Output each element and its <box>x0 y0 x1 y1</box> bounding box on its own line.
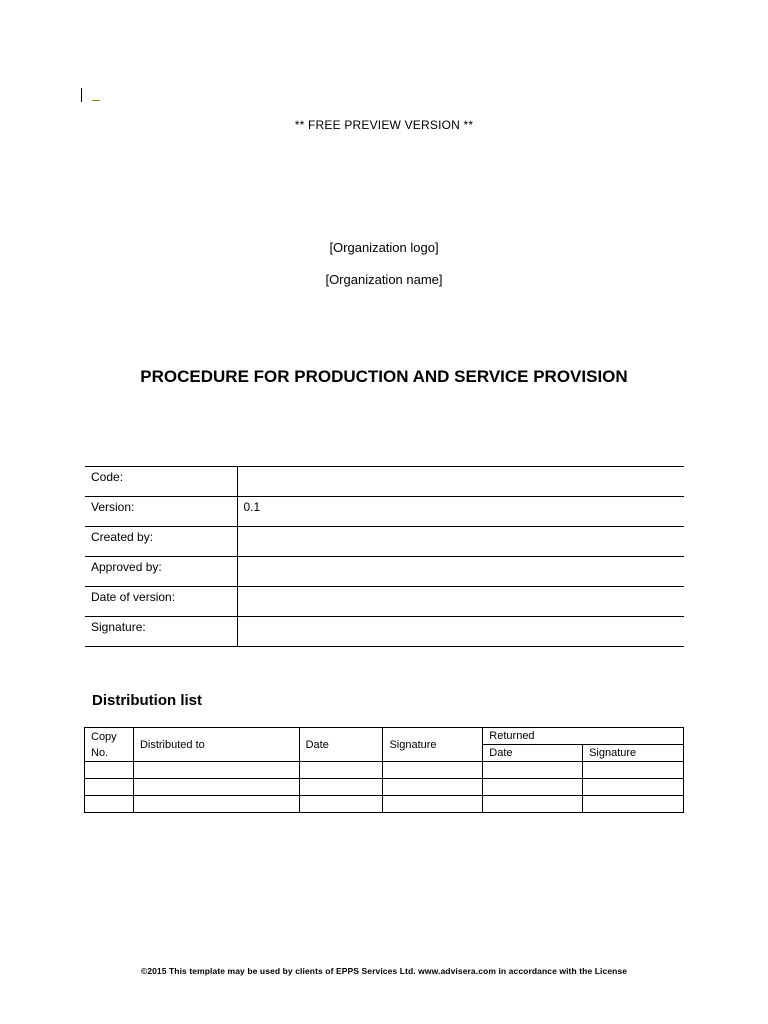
table-cell[interactable] <box>133 796 299 813</box>
info-row-approved-by <box>85 557 684 587</box>
col-header-date: Date <box>299 728 383 762</box>
col-header-returned-date: Date <box>483 745 583 762</box>
organization-name-placeholder: [Organization name] <box>325 272 443 287</box>
col-header-signature: Signature <box>383 728 483 762</box>
distribution-list-heading: Distribution list <box>92 692 202 709</box>
table-cell[interactable] <box>583 796 684 813</box>
document-info-table <box>85 466 684 647</box>
table-cell[interactable] <box>383 779 483 796</box>
organization-logo-placeholder: [Organization logo] <box>329 240 439 255</box>
info-label: Created by: <box>85 527 237 557</box>
distribution-header-row <box>85 728 684 745</box>
info-row-signature <box>85 617 684 647</box>
table-cell[interactable] <box>483 796 583 813</box>
table-cell[interactable] <box>583 762 684 779</box>
info-row-version <box>85 497 684 527</box>
table-cell[interactable] <box>483 779 583 796</box>
table-cell[interactable] <box>383 796 483 813</box>
table-cell[interactable] <box>133 762 299 779</box>
col-header-returned: Returned <box>483 728 684 745</box>
table-cell[interactable] <box>299 796 383 813</box>
table-row <box>85 762 684 779</box>
info-value[interactable] <box>237 527 684 557</box>
preview-notice: ** FREE PREVIEW VERSION ** <box>294 118 474 132</box>
info-label: Signature: <box>85 617 237 647</box>
info-value[interactable]: 0.1 <box>237 497 684 527</box>
col-header-returned-signature: Signature <box>583 745 684 762</box>
table-row <box>85 779 684 796</box>
info-label: Date of version: <box>85 587 237 617</box>
info-value[interactable] <box>237 557 684 587</box>
license-footer: ©2015 This template may be used by clients of EPPS Services Ltd. www.advisera.com in accordance with the License <box>140 966 628 976</box>
info-label: Code: <box>85 467 237 497</box>
table-cell[interactable] <box>583 779 684 796</box>
info-row-created-by <box>85 527 684 557</box>
table-cell[interactable] <box>383 762 483 779</box>
table-cell[interactable] <box>299 762 383 779</box>
table-row <box>85 796 684 813</box>
info-value[interactable] <box>237 587 684 617</box>
info-row-code <box>85 467 684 497</box>
text-cursor <box>81 88 82 102</box>
info-value[interactable] <box>237 617 684 647</box>
table-cell[interactable] <box>299 779 383 796</box>
col-header-copy-no: Copy No. <box>85 728 134 762</box>
info-row-date-of-version <box>85 587 684 617</box>
info-label: Version: <box>85 497 237 527</box>
info-value[interactable] <box>237 467 684 497</box>
info-label: Approved by: <box>85 557 237 587</box>
table-cell[interactable] <box>133 779 299 796</box>
table-cell[interactable] <box>483 762 583 779</box>
cursor-underline-mark <box>92 100 100 101</box>
table-cell[interactable] <box>85 762 134 779</box>
col-header-distributed-to: Distributed to <box>133 728 299 762</box>
table-cell[interactable] <box>85 796 134 813</box>
document-title: PROCEDURE FOR PRODUCTION AND SERVICE PROVISION <box>140 367 628 386</box>
distribution-table <box>84 727 684 813</box>
table-cell[interactable] <box>85 779 134 796</box>
